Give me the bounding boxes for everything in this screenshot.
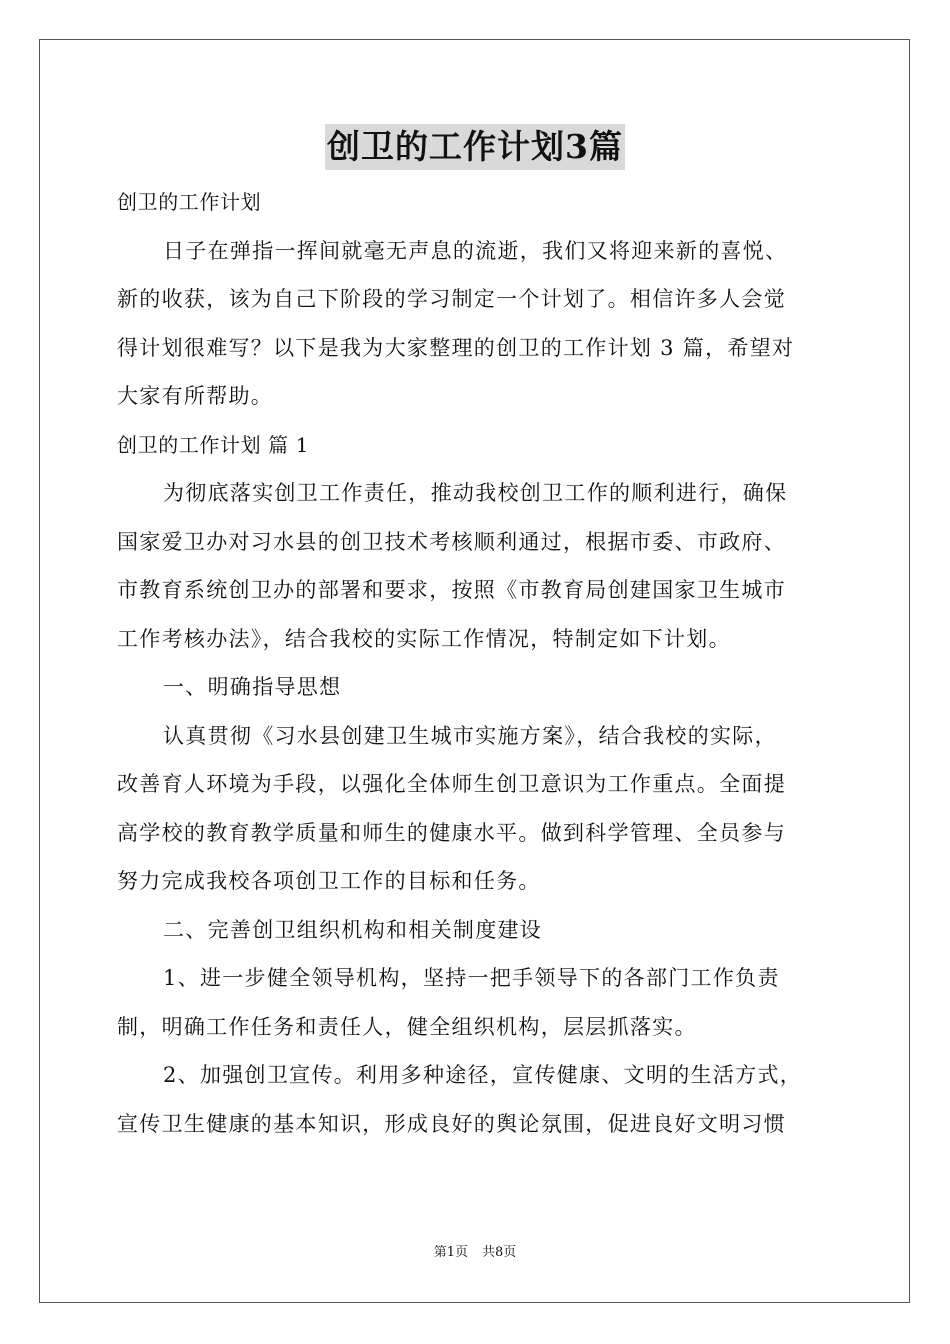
paragraph-line: 认真贯彻《习水县创建卫生城市实施方案》，结合我校的实际， bbox=[163, 723, 777, 748]
paragraph-line: 工作考核办法》，结合我校的实际工作情况，特制定如下计划。 bbox=[117, 626, 731, 651]
paragraph-line: 大家有所帮助。 bbox=[117, 384, 274, 408]
title-area bbox=[0, 124, 950, 170]
paragraph-line: 宣传卫生健康的基本知识，形成良好的舆论氛围，促进良好文明习惯 bbox=[117, 1111, 786, 1136]
paragraph-line: 新的收获，该为自己下阶段的学习制定一个计划了。相信许多人会觉 bbox=[117, 287, 786, 311]
paragraph-line: 一、明确指导思想 bbox=[163, 675, 342, 699]
paragraph-line: 制，明确工作任务和责任人，健全组织机构，层层抓落实。 bbox=[117, 1014, 697, 1039]
section-heading: 创卫的工作计划 bbox=[117, 190, 262, 214]
paragraph-line: 为彻底落实创卫工作责任，推动我校创卫工作的顺利进行，确保 bbox=[163, 481, 788, 505]
document-body bbox=[117, 178, 837, 1148]
document-title: 创卫的工作计划3篇 bbox=[325, 124, 625, 170]
paragraph-line: 1、进一步健全领导机构，坚持一把手领导下的各部门工作负责 bbox=[163, 966, 780, 990]
paragraph-line: 2、加强创卫宣传。利用多种途径，宣传健康、文明的生活方式， bbox=[163, 1063, 803, 1087]
section-heading: 创卫的工作计划 篇 1 bbox=[117, 432, 310, 457]
paragraph-line: 高学校的教育教学质量和师生的健康水平。做到科学管理、全员参与 bbox=[117, 820, 786, 845]
page-footer bbox=[0, 1244, 950, 1262]
paragraph-line: 市教育系统创卫办的部署和要求，按照《市教育局创建国家卫生城市 bbox=[117, 578, 786, 602]
paragraph-line: 国家爱卫办对习水县的创卫技术考核顺利通过，根据市委、市政府、 bbox=[117, 529, 786, 554]
paragraph-line: 得计划很难写？以下是我为大家整理的创卫的工作计划 3 篇，希望对 bbox=[117, 335, 795, 360]
paragraph-line: 努力完成我校各项创卫工作的目标和任务。 bbox=[117, 869, 541, 893]
paragraph-line: 改善育人环境为手段，以强化全体师生创卫意识为工作重点。全面提 bbox=[117, 772, 786, 796]
page-number: 第1页 bbox=[433, 1245, 468, 1260]
paragraph-line: 二、完善创卫组织机构和相关制度建设 bbox=[163, 917, 543, 942]
page-total: 共8页 bbox=[482, 1245, 517, 1260]
paragraph-line: 日子在弹指一挥间就毫无声息的流逝，我们又将迎来新的喜悦、 bbox=[163, 238, 788, 263]
